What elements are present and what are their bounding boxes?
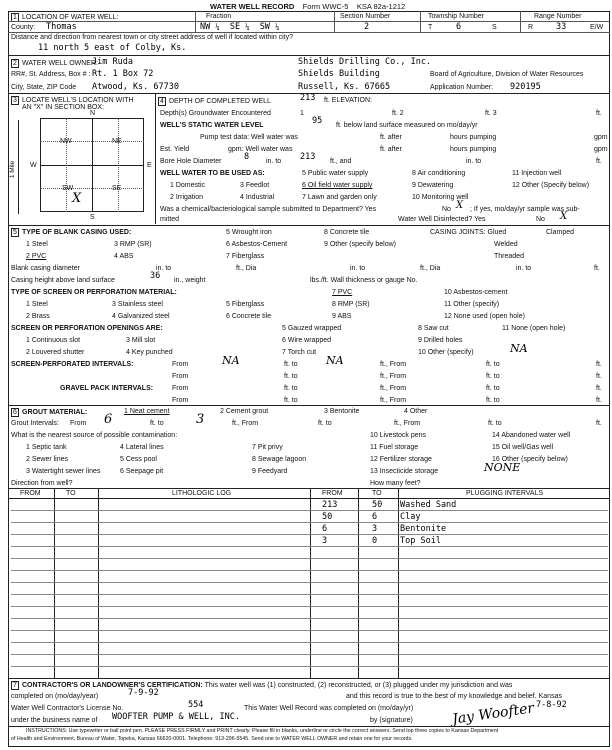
business-name: WOOFTER PUMP & WELL, INC. <box>112 712 240 722</box>
th-to2: TO <box>372 490 382 497</box>
well-location-x: X <box>72 191 82 206</box>
range-value: 33 <box>556 22 567 32</box>
township-value: 6 <box>456 22 462 32</box>
th-litho: LITHOLOGIC LOG <box>172 490 232 497</box>
range-ew: E/W <box>590 24 604 31</box>
gw-label: Depth(s) Groundwater Encountered <box>160 110 271 117</box>
township-t: T <box>428 24 433 31</box>
openings-label: SCREEN OR PERFORATION OPENINGS ARE: <box>11 325 163 332</box>
mile-label: 1 Mile <box>9 160 17 179</box>
contam-other-value: NONE <box>484 461 521 474</box>
rr-value: Rt. 1 Box 72 <box>92 69 154 79</box>
distance-label: Distance and direction from nearest town or city street address of well if located within city? <box>11 34 294 41</box>
record-date: 7-8-92 <box>536 700 567 710</box>
township-s: S <box>492 24 497 31</box>
th-from2: FROM <box>322 490 343 497</box>
compass-s: S <box>90 214 95 221</box>
bore-to-value: 213 <box>300 152 316 162</box>
quad-sw: SW <box>62 185 74 192</box>
gp-label: GRAVEL PACK INTERVALS: <box>60 385 154 392</box>
plug-to: 6 <box>372 512 378 522</box>
table-rule <box>11 534 608 535</box>
quad-se: SE <box>112 185 122 192</box>
rr-label: RR#, St. Address, Box # : <box>11 71 91 78</box>
county-value: Thomas <box>46 22 77 32</box>
plug-desc: Bentonite <box>400 524 447 534</box>
compass-w: W <box>30 162 37 169</box>
table-rule <box>11 642 608 643</box>
plug-desc: Washed Sand <box>400 500 457 510</box>
frame-left <box>8 11 9 747</box>
chem-no-mark: X <box>456 200 464 211</box>
completed-date: 7-9-92 <box>128 688 159 698</box>
s5-label: 5 TYPE OF BLANK CASING USED: <box>11 228 131 237</box>
license-value: 554 <box>188 700 204 710</box>
section-value: 2 <box>364 22 370 32</box>
th-from: FROM <box>20 490 41 497</box>
section-label: Section Number <box>340 13 391 20</box>
plug-from: 6 <box>322 524 328 534</box>
table-rule <box>11 654 608 655</box>
fraction-label: Fraction <box>206 13 232 20</box>
screen-selected: 7 PVC <box>332 289 353 296</box>
elevation-label: ft. ELEVATION: <box>324 97 372 104</box>
signature: Jay Woofter <box>451 700 536 728</box>
quad-nw: NW <box>60 138 72 145</box>
static-value: 95 <box>312 116 323 126</box>
bore-value: 8 <box>244 152 250 162</box>
use-selected: 6 Oil field water supply <box>302 182 373 189</box>
table-rule <box>11 666 608 667</box>
th-to: TO <box>66 490 76 497</box>
spi-value-2: NA <box>326 354 344 367</box>
plug-from: 50 <box>322 512 333 522</box>
plug-from: 213 <box>322 500 338 510</box>
table-rule <box>11 582 608 583</box>
spi-value-1: NA <box>222 354 240 367</box>
height-value: 36 <box>150 271 161 281</box>
th-plug: PLUGGING INTERVALS <box>466 490 544 497</box>
table-rule <box>11 510 608 511</box>
s3-label2: AN "X" IN SECTION BOX: <box>22 104 104 111</box>
distance-value: 11 north 5 east of Colby, Ks. <box>38 43 187 53</box>
dis-no-mark: X <box>560 211 568 222</box>
app-label: Application Number: <box>430 84 494 91</box>
table-rule <box>11 546 608 547</box>
table-rule <box>11 618 608 619</box>
plug-from: 3 <box>322 536 328 546</box>
range-label: Range Number <box>534 13 582 20</box>
grout-to-value: 3 <box>196 412 205 427</box>
township-label: Township Number <box>428 13 485 20</box>
owner-value: Jim Ruda <box>92 57 133 67</box>
city-label: City, State, ZIP Code <box>11 84 77 91</box>
depth-value: 213 <box>300 93 316 103</box>
fraction-value: NW ¼ SE ¼ SW ¼ <box>200 22 280 32</box>
spi-label: SCREEN-PERFORATED INTERVALS: <box>11 361 134 368</box>
static-label: WELL'S STATIC WATER LEVEL <box>160 122 264 129</box>
table-rule <box>11 606 608 607</box>
company-building: Shields Building <box>298 69 380 79</box>
city-value: Atwood, Ks. 67730 <box>92 82 179 92</box>
table-rule <box>11 594 608 595</box>
table-rule <box>11 570 608 571</box>
depth-label: 4 DEPTH OF COMPLETED WELL <box>158 97 271 106</box>
screen-type-label: TYPE OF SCREEN OR PERFORATION MATERIAL: <box>11 289 177 296</box>
plug-desc: Clay <box>400 512 421 522</box>
grout-label: 6 GROUT MATERIAL: <box>11 408 87 417</box>
app-value: 920195 <box>510 82 541 92</box>
bore-label: Bore Hole Diameter <box>160 158 222 165</box>
openings-other-value: NA <box>510 342 528 355</box>
company-name: Shields Drilling Co., Inc. <box>298 57 432 67</box>
s3-label: 3 LOCATE WELL'S LOCATION WITH <box>11 96 134 105</box>
board-label: Board of Agriculture, Division of Water Resources <box>430 71 584 78</box>
plug-desc: Top Soil <box>400 536 441 546</box>
cert-label: 7 CONTRACTOR'S OR LANDOWNER'S CERTIFICATION: This water well was (1) constructed, (2) reconstructed, or (3) plugged under my jurisdiction and was <box>11 681 512 690</box>
s1-label: 1 LOCATION OF WATER WELL: <box>11 13 118 22</box>
compass-e: E <box>147 162 152 169</box>
compass-n: N <box>90 110 96 117</box>
plug-to: 0 <box>372 536 378 546</box>
quad-ne: NE <box>112 138 122 145</box>
grout-selected: 1 Neat cement <box>124 408 170 415</box>
county-label: County: <box>11 24 36 31</box>
plug-to: 50 <box>372 500 383 510</box>
frame-right <box>609 11 610 747</box>
owner-label: 2 WATER WELL OWNER: <box>11 59 98 68</box>
company-city: Russell, Ks. 67665 <box>298 82 391 92</box>
range-r: R <box>528 24 534 31</box>
use-label: WELL WATER TO BE USED AS: <box>160 170 265 177</box>
table-rule <box>11 558 608 559</box>
table-rule <box>11 522 608 523</box>
table-rule <box>11 630 608 631</box>
form-title: WATER WELL RECORD Form WWC-5 KSA 82a-1212 <box>210 2 406 11</box>
casing-selected: 2 PVC <box>26 253 47 260</box>
plug-to: 3 <box>372 524 378 534</box>
grout-from-value: 6 <box>104 412 113 427</box>
